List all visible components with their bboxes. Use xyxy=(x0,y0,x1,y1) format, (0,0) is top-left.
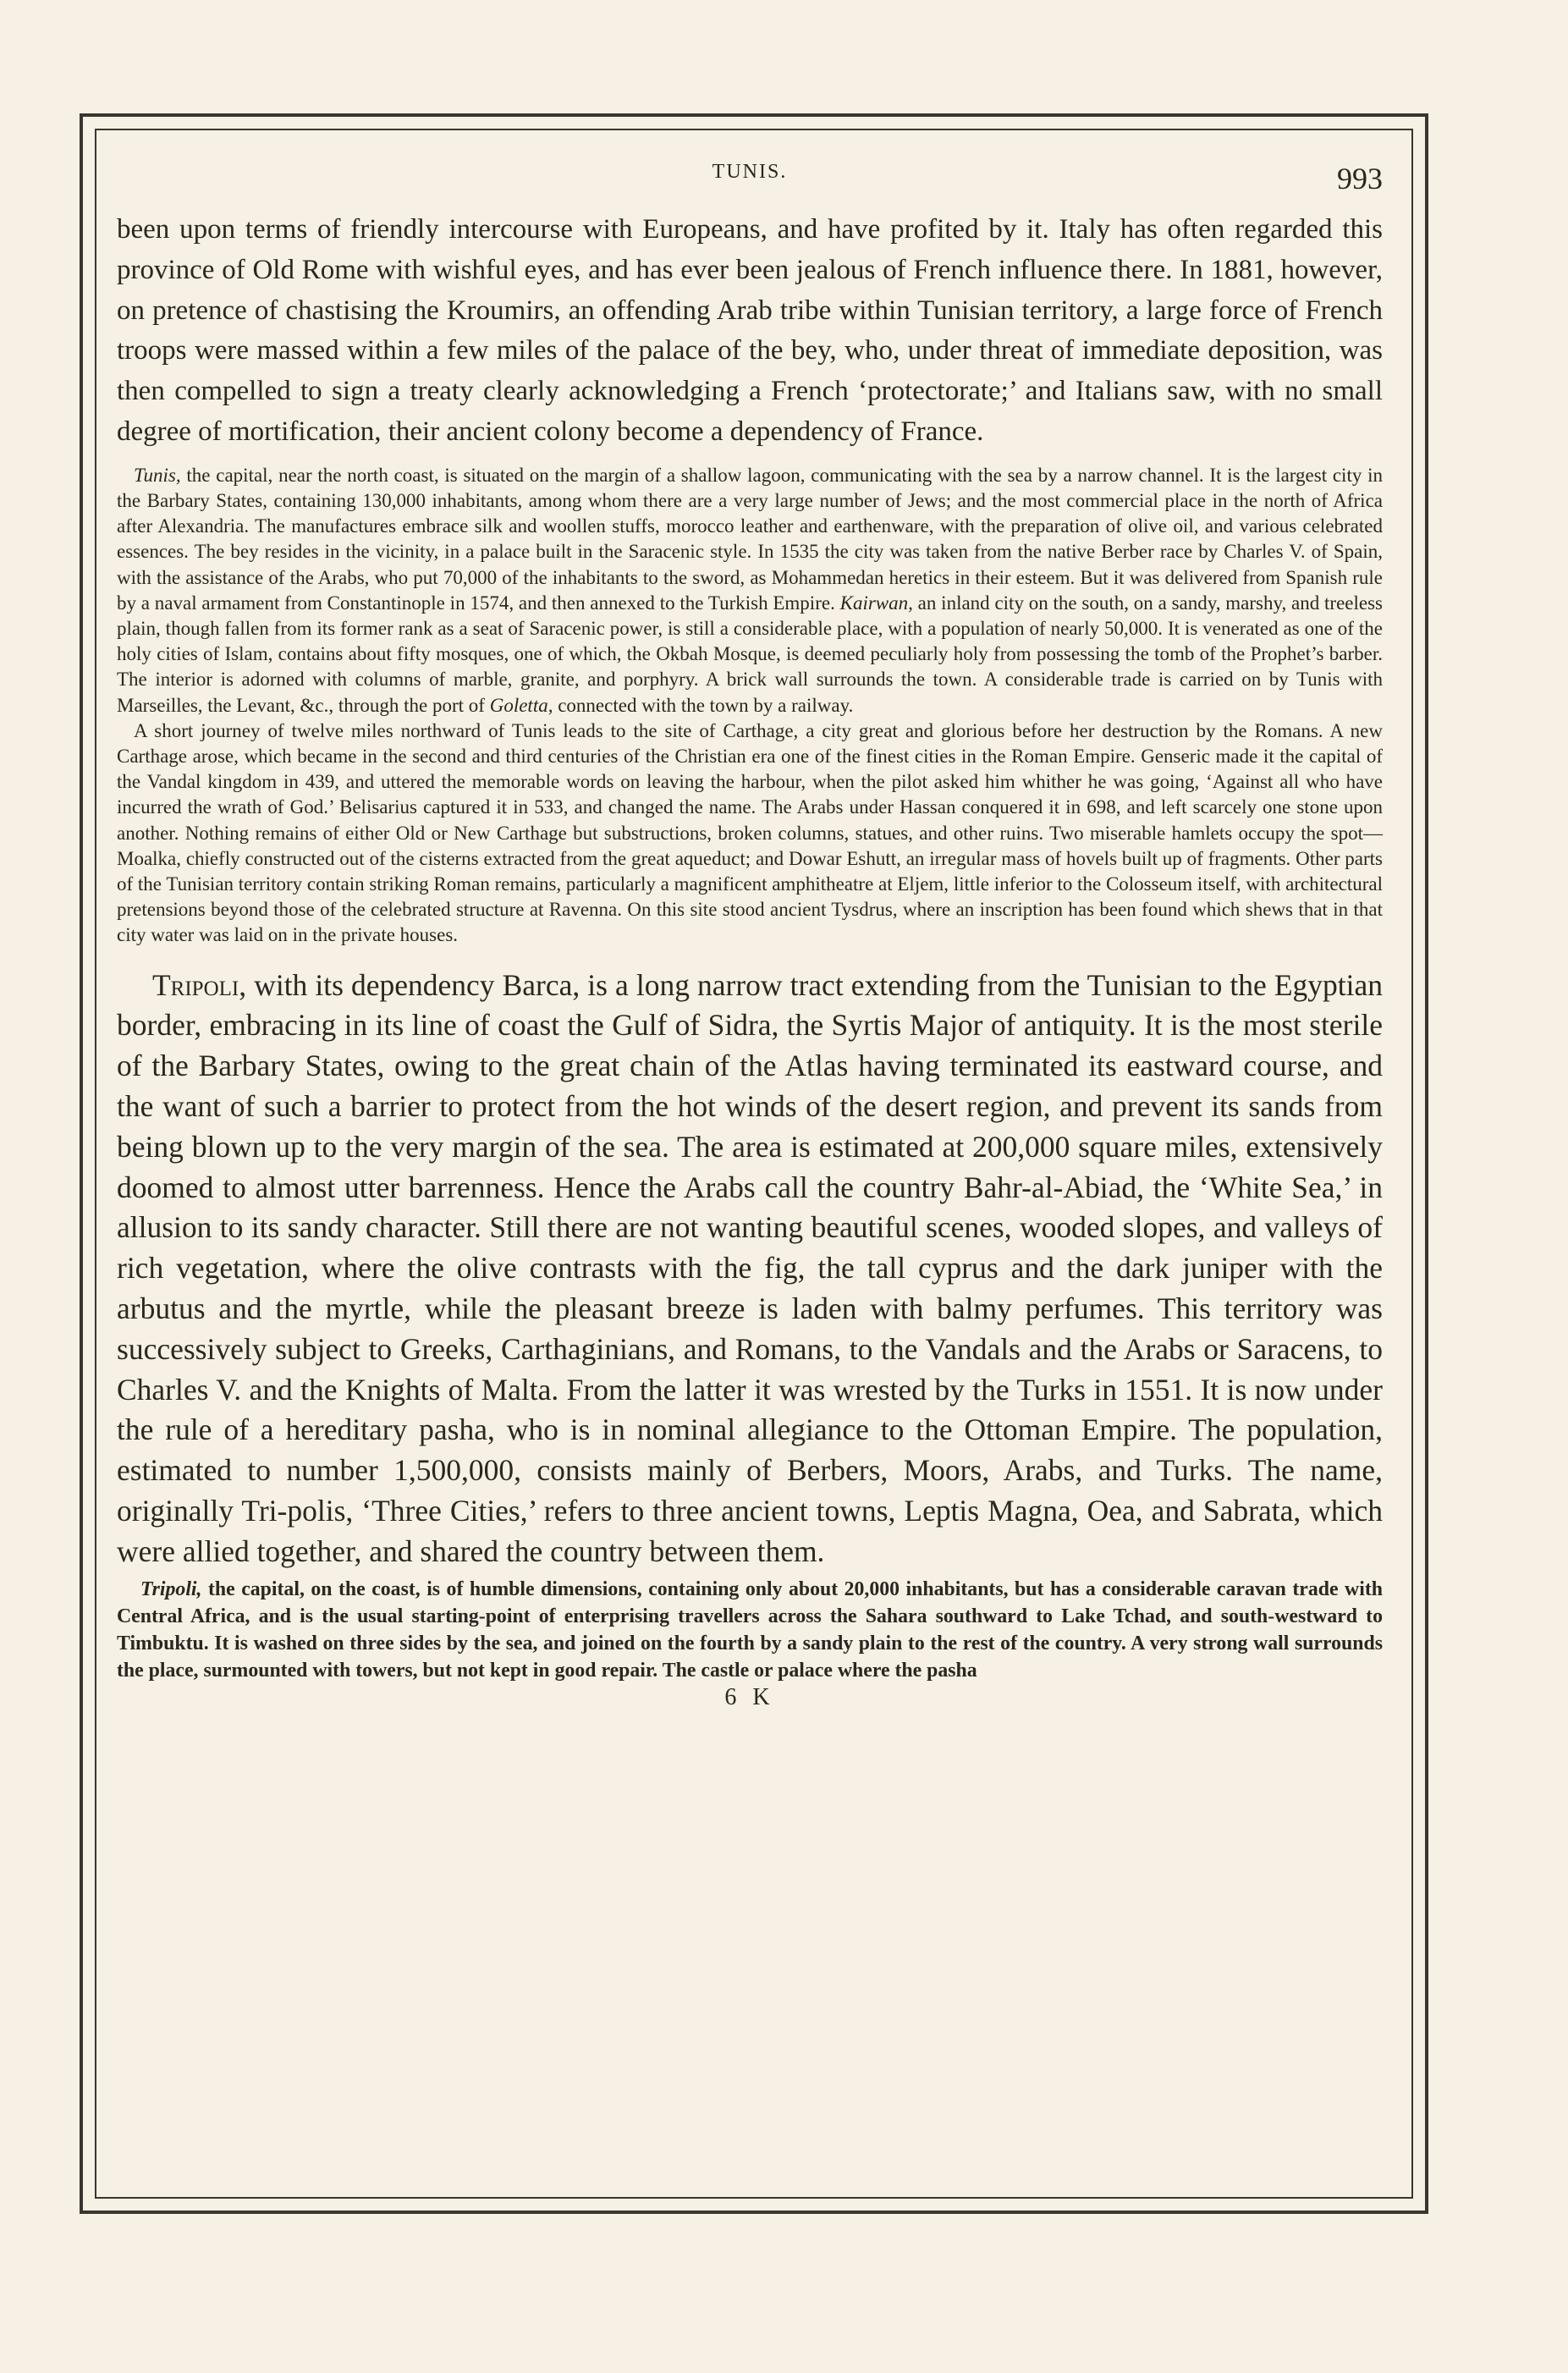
running-head: TUNIS. xyxy=(712,161,788,183)
text-goletta: connected with the town by a railway. xyxy=(553,694,854,716)
term-kairwan: Kairwan, xyxy=(839,592,913,614)
term-tripoli-capital: Tripoli, xyxy=(140,1577,202,1600)
page-number: 993 xyxy=(1337,162,1383,195)
paragraph-tunis-capital xyxy=(117,463,1383,719)
signature-mark: 6 K xyxy=(724,1683,775,1710)
paragraph-carthage: A short journey of twelve miles northward of Tunis leads to the site of Carthage, a city great and glorious before her destruction by the Romans. A new Carthage arose, which became in the second and third centuries of the Christian era one of the finest cities in the Roman Empire. Genseric made it the capital of the Vandal kingdom in 439, and uttered the memorable words on leaving the harbour, when the pilot asked him whither he was going, ‘Against all who have incurred the wrath of God.’ Belisarius captured it in 533, and changed the name. The Arabs under Hassan conquered it in 698, and left scarcely one stone upon another. Nothing remains of either Old or New Carthage but substructions, broken columns, statues, and other ruins. Two miserable hamlets occupy the spot—Moalka, chiefly constructed out of the cisterns extracted from the great aqueduct; and Dowar Eshutt, an irregular mass of hovels built up of fragments. Other parts of the Tunisian territory contain striking Roman remains, particularly a magnificent amphitheatre at Eljem, little inferior to the Colosseum itself, with architectural pretensions beyond those of the celebrated structure at Ravenna. On this site stood ancient Tysdrus, where an inscription has been found which shews that in that city water was laid on in the private houses. xyxy=(117,719,1383,946)
page-content xyxy=(117,161,1383,1711)
term-goletta: Goletta, xyxy=(489,694,553,716)
paragraph-french-protectorate: been upon terms of friendly intercourse with Europeans, and have profited by it. Italy has often regarded this province of Old Rome with wishful eyes, and has ever been jealous of French influence there. In 1881, however, on pretence of chastising the Kroumirs, an offending Arab tribe within Tunisian territory, a large force of French troops were massed within a few miles of the palace of the bey, who, under threat of immediate deposition, was then compelled to sign a treaty clearly acknowledging a French ‘protectorate;’ and Italians saw, with no small degree of mortification, their ancient colony become a dependency of France. xyxy=(117,214,1383,447)
text-tripoli: with its dependency Barca, is a long narrow tract extending from the Tunisian to the Egyptian border, embracing in its line of coast the Gulf of Sidra, the Syrtis Major of antiquity. It is the most sterile of the Barbary States, owing to the great chain of the Atlas having terminated its eastward course, and the want of such a barrier to protect from the hot winds of the desert region, and prevent its sands from being blown up to the very margin of the sea. The area is estimated at 200,000 square miles, extensively doomed to almost utter barrenness. Hence the Arabs call the country Bahr-al-Abiad, the ‘White Sea,’ in allusion to its sandy character. Still there are not wanting beautiful scenes, wooded slopes, and valleys of rich vegetation, where the olive contrasts with the fig, the tall cyprus and the dark juniper with the arbutus and the myrtle, while the pleasant breeze is laden with balmy perfumes. This territory was successively subject to Greeks, Carthaginians, and Romans, to the Vandals and the Arabs or Saracens, to Charles V. and the Knights of Malta. From the latter it was wrested by the Turks in 1551. It is now under the rule of a hereditary pasha, who is in nominal allegiance to the Ottoman Empire. The population, estimated to number 1,500,000, consists mainly of Berbers, Moors, Arabs, and Turks. The name, originally Tri-polis, ‘Three Cities,’ refers to three ancient towns, Leptis Magna, Oea, and Sabrata, which were allied together, and shared the country between them. xyxy=(117,967,1383,1568)
paragraph-tripoli-capital xyxy=(117,1576,1383,1684)
text-tunis: the capital, near the north coast, is situated on the margin of a shallow lagoon, communicating with the sea by a narrow channel. It is the largest city in the Barbary States, containing 130,000 inhabitants, among whom there are a very large number of Jews; and the most commercial place in the north of Africa after Alexandria. The manufactures embrace silk and woollen stuffs, morocco leather and earthenware, with the preparation of olive oil, and various celebrated essences. The bey resides in the vicinity, in a palace built in the Saracenic style. In 1535 the city was taken from the native Berber race by Charles V. of Spain, with the assistance of the Arabs, who put 70,000 of the inhabitants to the sword, as Mohammedan heretics in their esteem. But it was delivered from Spanish rule by a naval armament from Constantinople in 1574, and then annexed to the Turkish Empire. xyxy=(117,464,1383,614)
page-header xyxy=(117,161,1383,201)
paragraph-tripoli xyxy=(117,966,1383,1572)
text-kairwan: an inland city on the south, on a sandy, marshy, and treeless plain, though fallen from its former rank as a seat of Saracenic power, is still a considerable place, with a population of nearly 50,000. It is venerated as one of the holy cities of Islam, contains about fifty mosques, one of which, the Okbah Mosque, is deemed peculiarly holy from possessing the tomb of the Prophet’s barber. The interior is adorned with columns of marble, granite, and porphyry. A brick wall surrounds the town. A considerable trade is carried on by Tunis with Marseilles, the Levant, &c., through the port of xyxy=(117,592,1383,716)
text-tripoli-capital: the capital, on the coast, is of humble dimensions, containing only about 20,000 inhabitants, but has a considerable caravan trade with Central Africa, and is the usual starting-point of enterprising travellers across the Sahara southward to Lake Tchad, and south-westward to Timbuktu. It is washed on three sides by the sea, and joined on the fourth by a sandy plain to the rest of the country. A very strong wall surrounds the place, surmounted with towers, but not kept in good repair. The castle or palace where the pasha xyxy=(117,1577,1383,1682)
lead-word-tripoli: Tripoli, xyxy=(152,967,247,1002)
term-tunis: Tunis, xyxy=(134,464,181,486)
